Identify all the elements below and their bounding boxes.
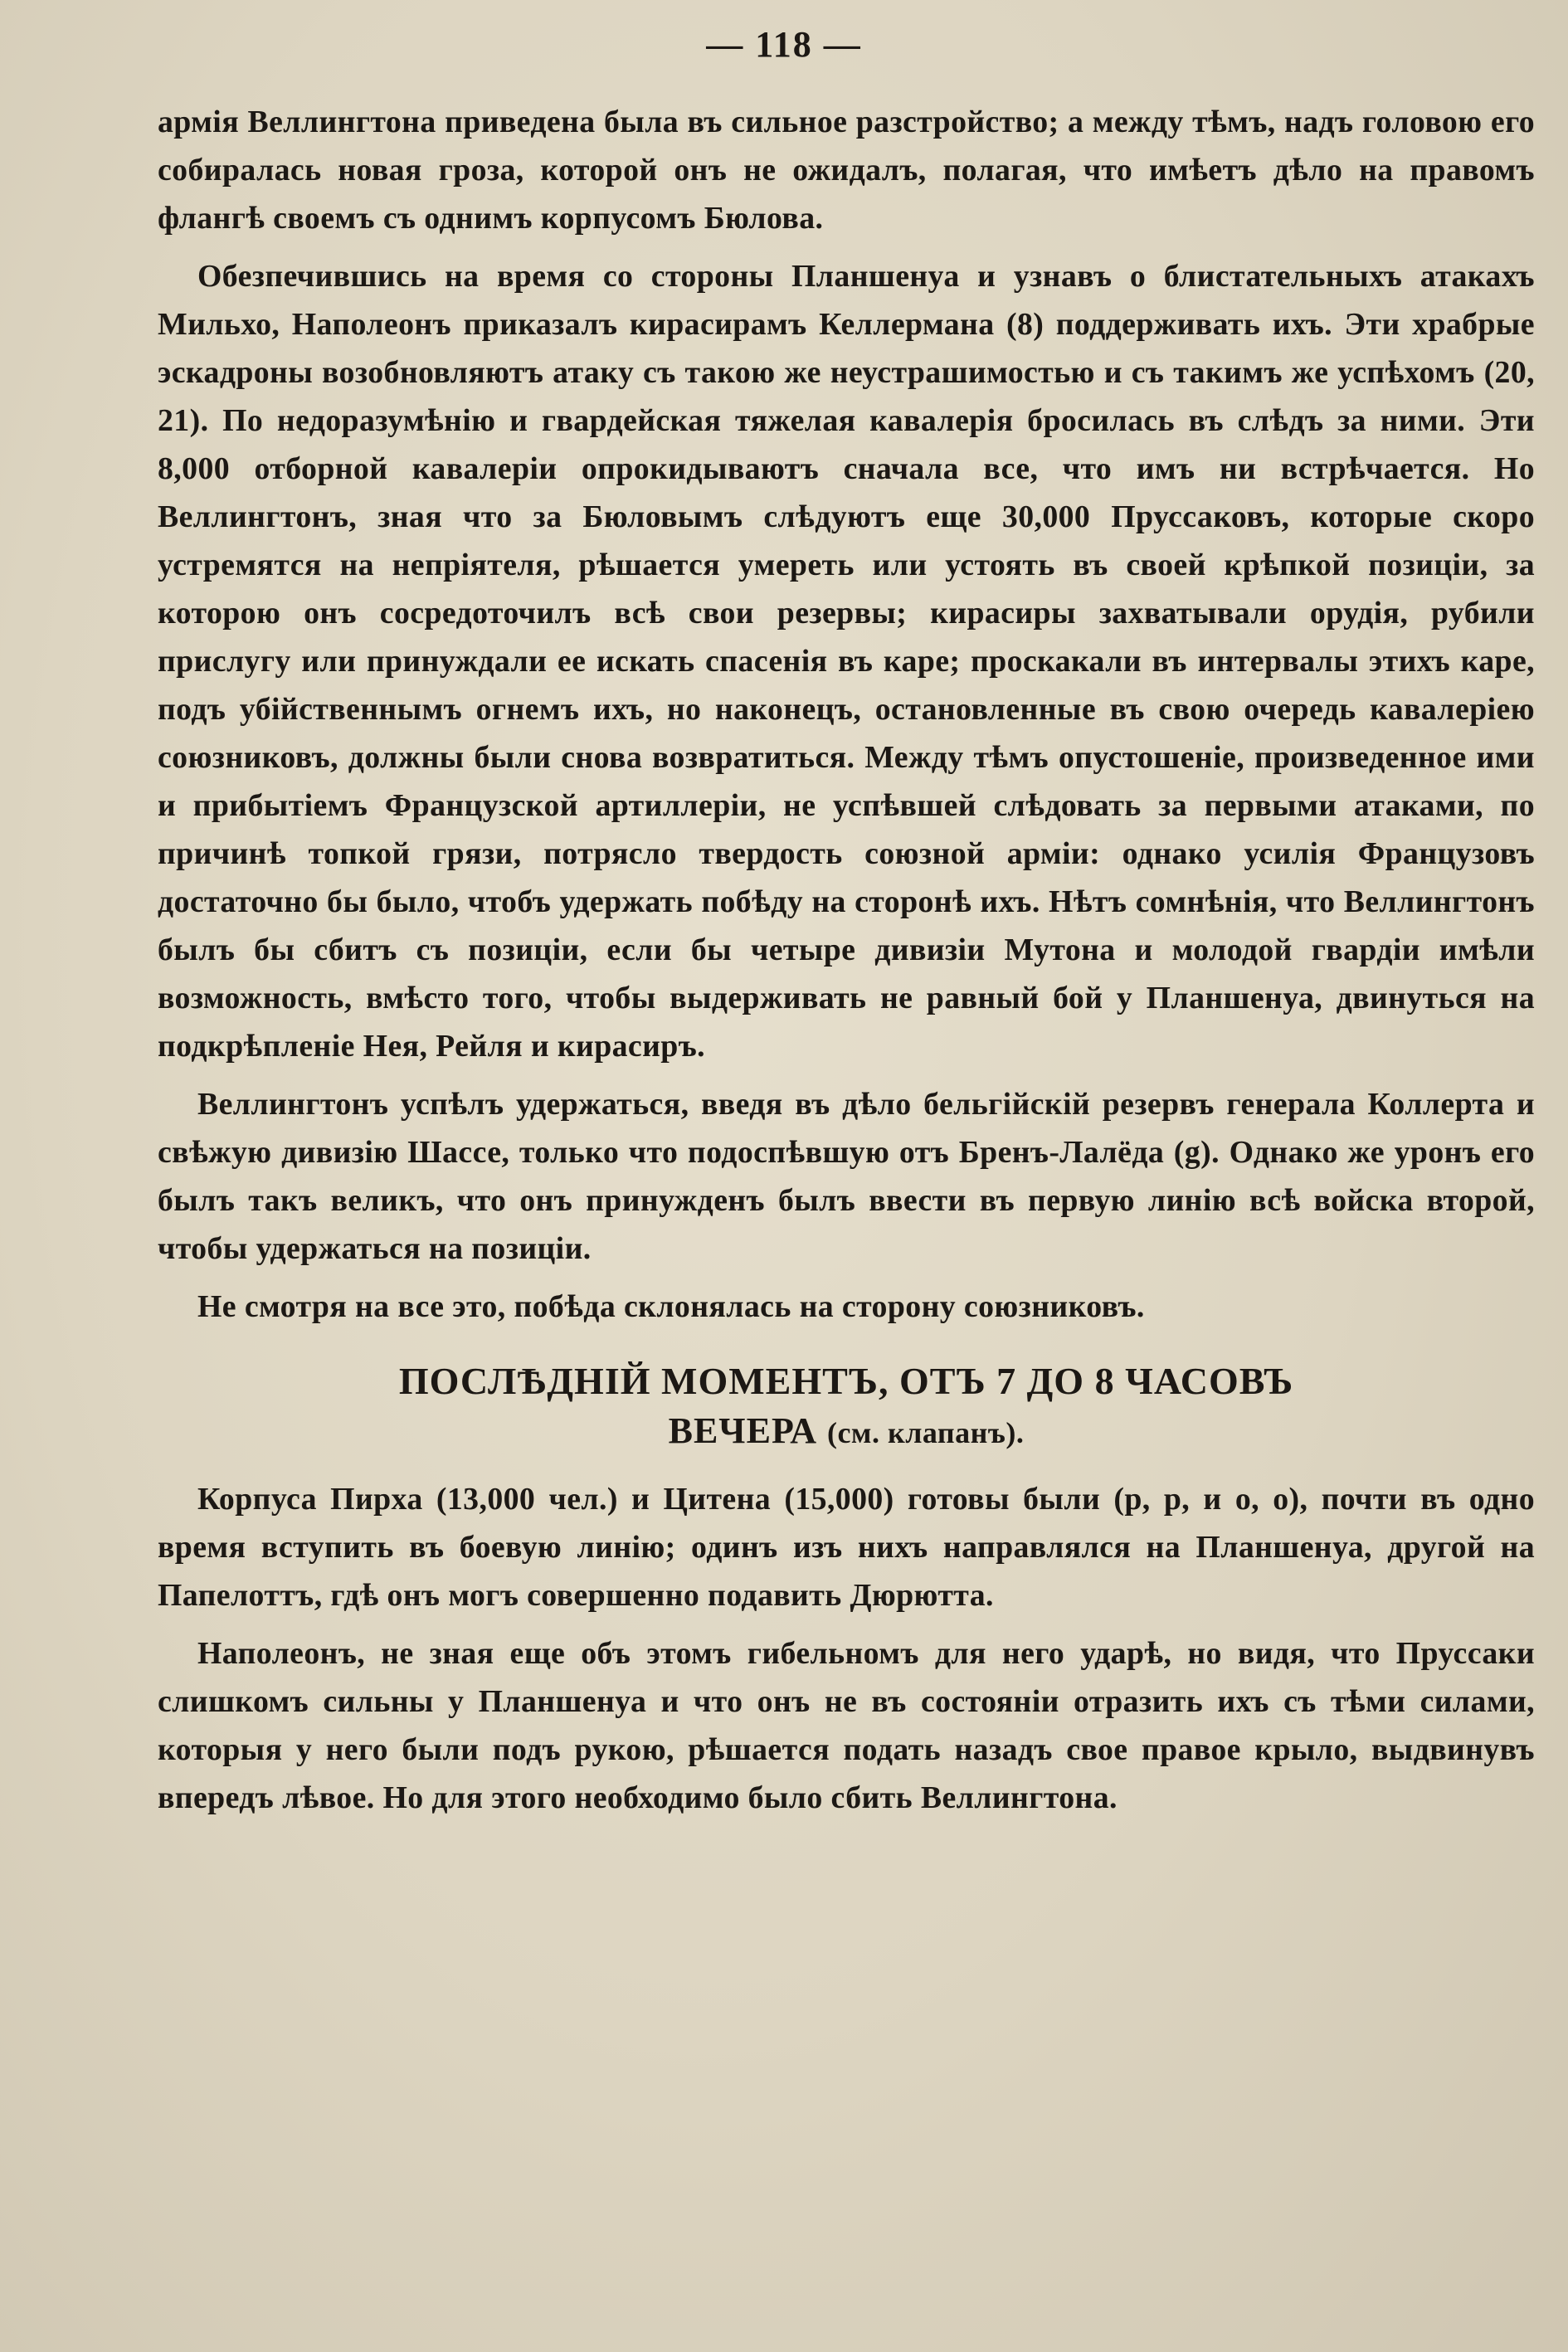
page-text-body — [158, 98, 1535, 1832]
section-heading-title: ПОСЛѢДНІЙ МОМЕНТЪ, ОТЪ 7 ДО 8 ЧАСОВЪ — [398, 1360, 1294, 1402]
page-number: — 118 — — [706, 24, 862, 65]
section-heading — [158, 1356, 1535, 1457]
section-heading-subtitle — [158, 1407, 1535, 1457]
paragraph-cavalry-attacks: Обезпечившись на время со стороны Планшенуа и узнавъ о блистательныхъ атакахъ Мильхо, Наполеонъ приказалъ кирасирамъ Келлермана (8) поддерживать ихъ. Эти храбрые эскадроны возобновляютъ атаку съ такою же неустрашимостью и съ такимъ же успѣхомъ (20, 21). По недоразумѣнію и гвардейская тяжелая кавалерія бросилась въ слѣдъ за ними. Эти 8,000 отборной кавалеріи опрокидываютъ сначала все, что имъ ни встрѣчается. Но Веллингтонъ, зная что за Бюловымъ слѣдуютъ еще 30,000 Пруссаковъ, которые скоро устремятся на непріятеля, рѣшается умереть или устоять въ своей крѣпкой позиціи, за которою онъ сосредоточилъ всѣ свои резервы; кирасиры захватывали орудія, рубили прислугу или принуждали ее искать спасенія въ каре; проскакали въ интервалы этихъ каре, подъ убійственнымъ огнемъ ихъ, но наконецъ, остановленные въ свою очередь кавалеріею союзниковъ, должны были снова возвратиться. Между тѣмъ опустошеніе, произведенное ими и прибытіемъ Французской артиллеріи, не успѣвшей слѣдовать за первыми атаками, по причинѣ топкой грязи, потрясло твердость союзной арміи: однако усилія Французовъ достаточно бы было, чтобъ удержать побѣду на сторонѣ ихъ. Нѣтъ сомнѣнія, что Веллингтонъ былъ бы сбитъ съ позиціи, если бы четыре дивизіи Мутона и молодой гвардіи имѣли возможность, вмѣсто того, чтобы выдерживать не равный бой у Планшенуа, двинуться на подкрѣпленіе Нея, Рейля и кирасиръ. — [158, 259, 1535, 1064]
paragraph-victory-leaning: Не смотря на все это, побѣда склонялась на сторону союзниковъ. — [197, 1289, 1145, 1324]
section-heading-evening: ВЕЧЕРА — [668, 1410, 817, 1451]
section-heading-note: (см. клапанъ). — [826, 1416, 1025, 1449]
paragraph-napoleon-decision: Наполеонъ, не зная еще объ этомъ гибельномъ для него ударѣ, но видя, что Пруссаки слишкомъ сильны у Планшенуа и что онъ не въ состояніи отразить ихъ съ тѣми силами, которыя у него были подъ рукою, рѣшается подать назадъ свое правое крыло, выдвинувъ впередъ лѣвое. Но для этого необходимо было сбить Веллингтона. — [158, 1636, 1535, 1815]
paragraph-continuation: армія Веллингтона приведена была въ сильное разстройство; а между тѣмъ, надъ головою его собиралась новая гроза, которой онъ не ожидалъ, полагая, что имѣетъ дѣло на правомъ флангѣ своемъ съ однимъ корпусомъ Бюлова. — [158, 105, 1535, 236]
paragraph-prussian-corps: Корпуса Пирха (13,000 чел.) и Цитена (15,000) готовы были (p, p, и o, o), почти въ одно время вступить въ боевую линію; одинъ изъ нихъ направлялся на Планшенуа, другой на Папелоттъ, гдѣ онъ могъ совершенно подавить Дюрютта. — [158, 1482, 1535, 1613]
paragraph-wellington-holds: Веллингтонъ успѣлъ удержаться, введя въ дѣло бельгійскій резервъ генерала Коллерта и свѣжую дивизію Шассе, только что подоспѣвшую отъ Бренъ-Лалёда (g). Однако же уронъ его былъ такъ великъ, что онъ принужденъ былъ ввести въ первую линію всѣ войска второй, чтобы удержаться на позиціи. — [158, 1087, 1535, 1266]
